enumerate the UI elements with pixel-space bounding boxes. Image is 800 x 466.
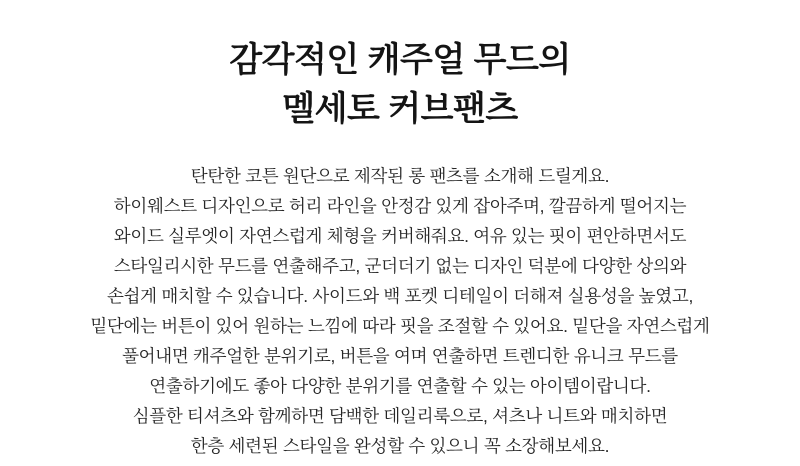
body-line-8: 연출하기에도 좋아 다양한 분위기를 연출할 수 있는 아이템이랍니다.	[149, 376, 651, 397]
page-title-line-1: 감각적인 캐주얼 무드의	[229, 41, 571, 79]
body-line-7: 풀어내면 캐주얼한 분위기로, 버튼을 여며 연출하면 트렌디한 유니크 무드를	[122, 346, 678, 367]
page-title-line-2: 멜세토 커브팬츠	[282, 90, 518, 129]
body-line-9: 심플한 티셔츠와 함께하면 담백한 데일리룩으로, 셔츠나 니트와 매치하면	[132, 406, 668, 427]
body-line-5: 손쉽게 매치할 수 있습니다. 사이드와 백 포켓 디테일이 더해져 실용성을 높였고,	[106, 285, 694, 306]
body-line-3: 와이드 실루엣이 자연스럽게 체형을 커버해줘요. 여유 있는 핏이 편안하면서도	[113, 225, 687, 246]
body-line-2: 하이웨스트 디자인으로 허리 라인을 안정감 있게 잡아주며, 깔끔하게 떨어지는	[113, 195, 687, 216]
body-line-1: 탄탄한 코튼 원단으로 제작된 롱 팬츠를 소개해 드릴게요.	[190, 165, 610, 186]
page-title	[209, 36, 590, 135]
body-line-10: 한층 세련된 스타일을 완성할 수 있으니 꼭 소장해보세요.	[190, 436, 610, 457]
body-line-6: 밑단에는 버튼이 있어 원하는 느낌에 따라 핏을 조절할 수 있어요. 밑단을 자연스럽게	[90, 316, 710, 337]
product-description-body	[66, 161, 733, 462]
body-line-4: 스타일리시한 무드를 연출해주고, 군더더기 없는 디자인 덕분에 다양한 상의와	[113, 255, 687, 276]
